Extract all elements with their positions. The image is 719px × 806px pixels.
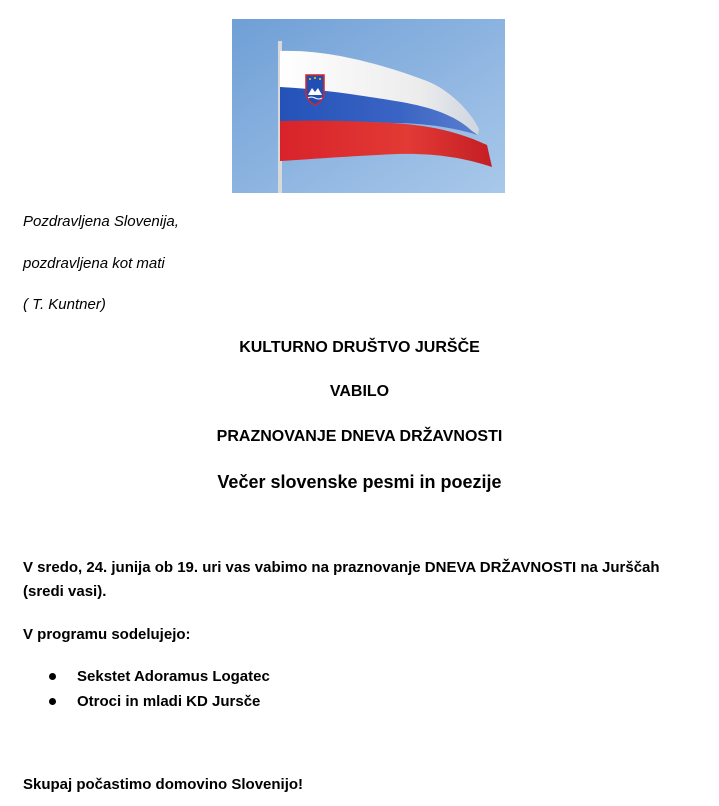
bullet-icon (49, 698, 56, 705)
bullet-icon (49, 673, 56, 680)
performers-list (23, 664, 270, 714)
list-item (23, 689, 270, 714)
event-subtitle: Večer slovenske pesmi in poezije (217, 472, 502, 492)
closing-text: Skupaj počastimo domovino Slovenijo! (23, 776, 304, 793)
program-intro: V programu sodelujejo: (23, 626, 191, 643)
invitation-title: VABILO (329, 383, 390, 400)
slovenian-flag-photo (232, 19, 505, 193)
verse-line-2: pozdravljena kot mati (23, 255, 165, 272)
coat-of-arms-icon (306, 75, 324, 105)
verse-line-1: Pozdravljena Slovenija, (23, 213, 179, 230)
event-title: PRAZNOVANJE DNEVA DRŽAVNOSTI (216, 428, 503, 445)
list-item (23, 664, 270, 689)
performer-name: Otroci in mladi KD Jursče (77, 693, 261, 710)
society-name: KULTURNO DRUŠTVO JURŠČE (239, 339, 480, 356)
verse-author: ( T. Kuntner) (23, 296, 106, 313)
announcement-text: V sredo, 24. junija ob 19. uri vas vabimo na praznovanje DNEVA DRŽAVNOSTI na Jurščah (sredi vasi). (23, 559, 660, 600)
performer-name: Sekstet Adoramus Logatec (77, 668, 270, 685)
